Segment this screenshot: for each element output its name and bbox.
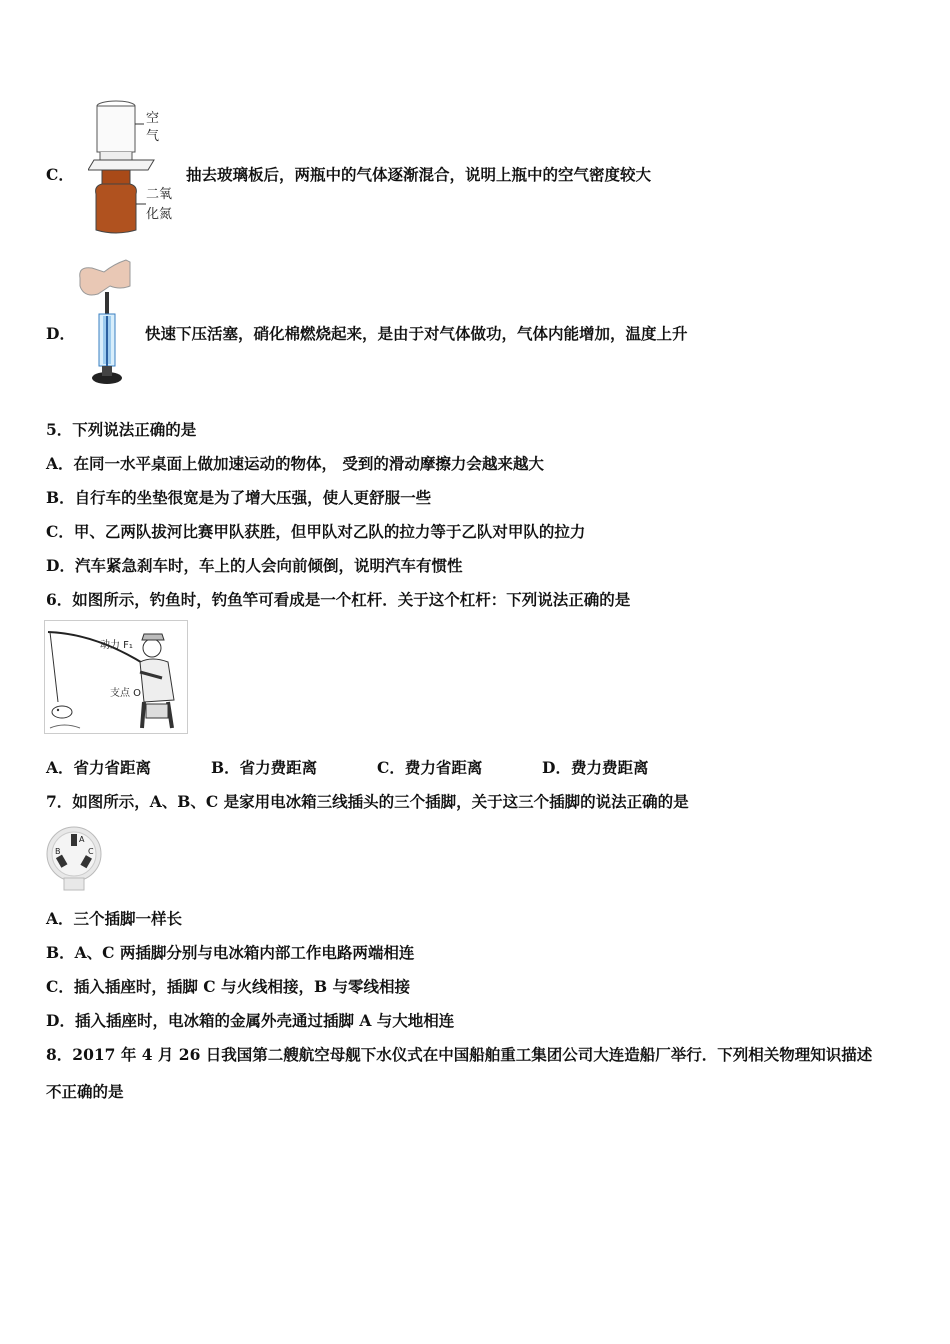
q6-option-b: B．省力费距离: [211, 758, 318, 777]
q7-stem: 7．如图所示，A、B、C 是家用电冰箱三线插头的三个插脚，关于这三个插脚的说法正确的是: [46, 792, 689, 811]
three-pin-plug-figure: [44, 824, 104, 892]
fig-label-no2-2: 化氮: [146, 207, 173, 222]
q7-option-d: D．插入插座时，电冰箱的金属外壳通过插脚 A 与大地相连: [46, 1011, 455, 1030]
q5-option-c: C．甲、乙两队拔河比赛甲队获胜，但甲队对乙队的拉力等于乙队对甲队的拉力: [46, 522, 586, 541]
plug-label-c: C: [88, 847, 94, 856]
fig-label-air-1: 空: [146, 111, 160, 126]
plug-label-b: B: [55, 847, 61, 856]
q7-option-b: B．A、C 两插脚分别与电冰箱内部工作电路两端相连: [46, 943, 415, 962]
q4-option-c-text: 抽去玻璃板后，两瓶中的气体逐渐混合，说明上瓶中的空气密度较大: [186, 165, 652, 184]
plug-label-a: A: [79, 835, 85, 844]
q5-option-d: D．汽车紧急刹车时，车上的人会向前倾倒，说明汽车有惯性: [46, 556, 463, 575]
q6-option-d: D．费力费距离: [542, 758, 649, 777]
q7-option-c: C．插入插座时，插脚 C 与火线相接，B 与零线相接: [46, 977, 410, 996]
gas-diffusion-figure: [88, 98, 188, 238]
q5-option-a: A．在同一水平桌面上做加速运动的物体， 受到的滑动摩擦力会越来越大: [46, 454, 544, 473]
q5-stem: 5．下列说法正确的是: [46, 420, 197, 439]
fig-label-air-2: 气: [146, 129, 160, 144]
q6-stem: 6．如图所示，钓鱼时，钓鱼竿可看成是一个杠杆．关于这个杠杆：下列说法正确的是: [46, 590, 631, 609]
q8-stem-line2: 不正确的是: [46, 1082, 124, 1101]
q6-option-a: A．省力省距离: [46, 758, 152, 777]
fig-label-no2-1: 二氧: [146, 187, 173, 202]
compression-piston-figure: [74, 256, 136, 394]
q8-stem-line1: 8．2017 年 4 月 26 日我国第二艘航空母舰下水仪式在中国船舶重工集团公司大连造船厂举行．下列相关物理知识描述: [46, 1045, 873, 1064]
fig-label-force: 动力 F₁: [100, 640, 133, 651]
fishing-lever-figure: [44, 620, 188, 734]
q4-option-d-text: 快速下压活塞，硝化棉燃烧起来，是由于对气体做功，气体内能增加，温度上升: [145, 324, 688, 343]
q4-option-c-letter: C．: [46, 165, 74, 184]
fig-label-fulcrum: 支点 O: [110, 688, 142, 699]
q7-option-a: A．三个插脚一样长: [46, 909, 183, 928]
q4-option-d-letter: D．: [46, 324, 75, 343]
q6-option-c: C．费力省距离: [377, 758, 483, 777]
q5-option-b: B．自行车的坐垫很宽是为了增大压强，使人更舒服一些: [46, 488, 432, 507]
